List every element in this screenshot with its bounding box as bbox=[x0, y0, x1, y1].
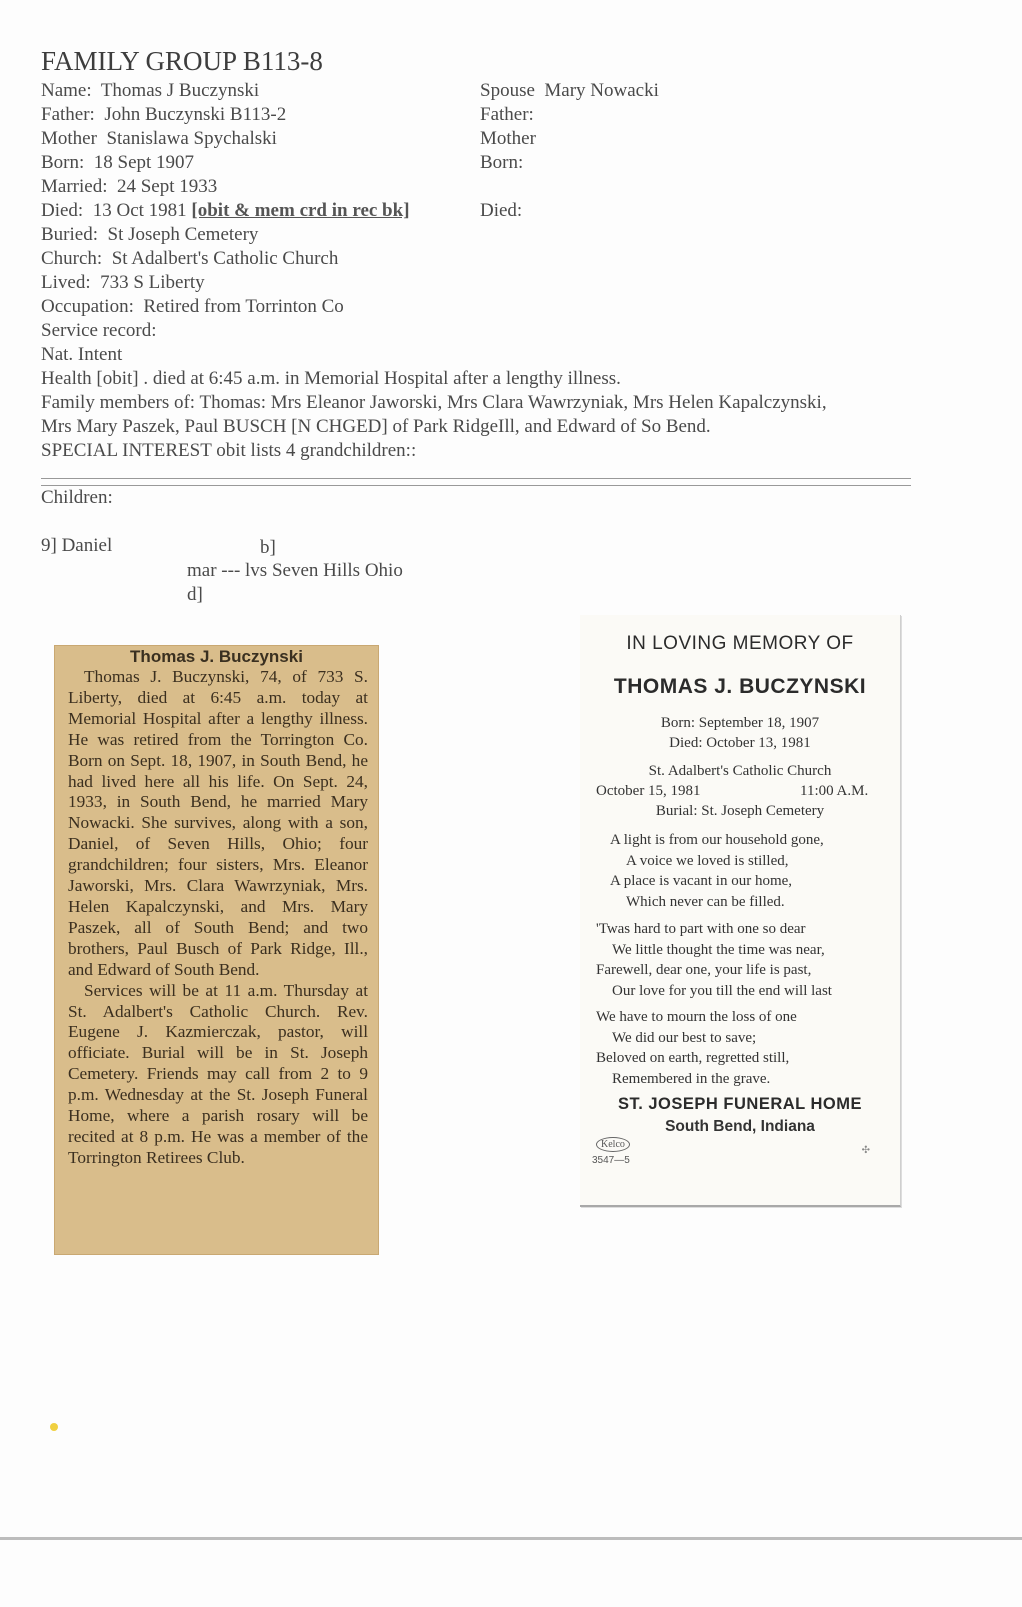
stray-mark-icon bbox=[50, 1423, 58, 1431]
scan-edge-line bbox=[0, 1537, 1022, 1540]
field-label: Service record: bbox=[41, 320, 157, 341]
card-service-time: 11:00 A.M. bbox=[800, 783, 869, 799]
field-value: John Buczynski B113-2 bbox=[104, 104, 287, 125]
name-field bbox=[41, 80, 259, 102]
field-value: St Joseph Cemetery bbox=[107, 224, 259, 245]
service-record-field bbox=[41, 320, 157, 342]
spouse-field bbox=[480, 80, 659, 102]
special-interest-line: SPECIAL INTEREST obit lists 4 grandchildren:: bbox=[41, 440, 417, 461]
field-label: Died: bbox=[480, 200, 523, 221]
poem-line: A light is from our household gone, bbox=[610, 832, 824, 848]
card-church: St. Adalbert's Catholic Church bbox=[648, 763, 832, 779]
obituary-title: Thomas J. Buczynski bbox=[130, 647, 303, 666]
field-value: Thomas J Buczynski bbox=[100, 80, 260, 101]
father-field bbox=[41, 104, 286, 126]
field-label: Father: bbox=[480, 104, 534, 125]
field-label: Occupation: bbox=[41, 296, 134, 317]
card-heading: IN LOVING MEMORY OF bbox=[626, 633, 854, 654]
field-label: Father: bbox=[41, 104, 95, 125]
field-label: Born: bbox=[41, 152, 85, 173]
field-label: Nat. Intent bbox=[41, 344, 123, 365]
field-value: 24 Sept 1933 bbox=[116, 176, 218, 197]
card-code: 3547—5 bbox=[592, 1155, 630, 1166]
field-label: Mother bbox=[480, 128, 536, 149]
children-label: Children: bbox=[41, 487, 113, 508]
poem-line: We have to mourn the loss of one bbox=[596, 1009, 797, 1025]
lived-field bbox=[41, 272, 205, 294]
card-burial: Burial: St. Joseph Cemetery bbox=[655, 803, 825, 819]
memorial-card bbox=[580, 615, 901, 1207]
family-line-2: Mrs Mary Paszek, Paul BUSCH [N CHGED] of Park RidgeIll, and Edward of So Bend. bbox=[41, 416, 711, 437]
buried-field bbox=[41, 224, 258, 246]
record-book-note: [obit & mem crd in rec bk] bbox=[191, 200, 410, 221]
spouse-father-field bbox=[480, 104, 534, 126]
field-label: Married: bbox=[41, 176, 108, 197]
field-value: 18 Sept 1907 bbox=[93, 152, 195, 173]
field-label: Born: bbox=[480, 152, 524, 173]
card-born: Born: September 18, 1907 bbox=[660, 715, 820, 731]
field-label: Lived: bbox=[41, 272, 91, 293]
card-service-date: October 15, 1981 bbox=[596, 783, 701, 799]
field-label: Buried: bbox=[41, 224, 98, 245]
field-label: Died: bbox=[41, 200, 84, 221]
field-value: Stanislawa Spychalski bbox=[106, 128, 277, 149]
obituary-clipping bbox=[54, 645, 379, 1255]
page-title: FAMILY GROUP B113-8 bbox=[41, 46, 323, 76]
spouse-born-field bbox=[480, 152, 523, 174]
child-born: b] bbox=[260, 537, 276, 558]
child-married: mar --- lvs Seven Hills Ohio bbox=[187, 560, 403, 581]
poem-line: Remembered in the grave. bbox=[612, 1070, 771, 1087]
born-field bbox=[41, 152, 194, 174]
poem-stanza-2 bbox=[596, 919, 896, 1001]
poem-line: A place is vacant in our home, bbox=[610, 873, 793, 889]
funeral-home-name: ST. JOSEPH FUNERAL HOME bbox=[617, 1095, 863, 1113]
poem-line: Beloved on earth, regretted still, bbox=[596, 1050, 790, 1066]
field-value: Mary Nowacki bbox=[544, 80, 659, 101]
family-line-1: Family members of: Thomas: Mrs Eleanor Jaworski, Mrs Clara Wawrzyniak, Mrs Helen Kapalczynski, bbox=[41, 392, 827, 413]
obituary-paragraph: Thomas J. Buczynski, 74, of 733 S. Liberty, died at 6:45 a.m. today at Memorial Hospital after a lengthy illness. He was retired from the Torrington Co. Born on Sept. 18, 1907, in South Bend, he had lived here all his life. On Sept. 24, 1933, in South Bend, he married Mary Nowacki. She survives, along with a son, Daniel, of Seven Hills, Ohio; four grandchildren; four sisters, Mrs. Eleanor Jaworski, Mrs. Clara Wawrzyniak, Mrs. Helen Kapalczynski, and Mrs. Mary Paszek, all of South Bend; and two brothers, Paul Busch of Park Ridge, Ill., and Edward of South Bend. bbox=[68, 667, 368, 979]
church-field bbox=[41, 248, 338, 270]
field-value: Retired from Torrinton Co bbox=[143, 296, 344, 317]
field-label: Mother bbox=[41, 128, 97, 149]
spouse-mother-field bbox=[480, 128, 536, 150]
poem-stanza-3 bbox=[596, 1007, 896, 1089]
field-label: Name: bbox=[41, 80, 92, 101]
union-mark-icon: ✣ bbox=[861, 1145, 870, 1156]
died-field bbox=[41, 200, 410, 222]
poem-line: Which never can be filled. bbox=[626, 893, 785, 910]
poem-line: A voice we loved is stilled, bbox=[626, 852, 789, 869]
kelco-logo: Kelco bbox=[596, 1137, 630, 1152]
field-value: 733 S Liberty bbox=[100, 272, 205, 293]
poem-line: Our love for you till the end will last bbox=[612, 982, 832, 999]
field-value: 13 Oct 1981 bbox=[92, 200, 187, 221]
health-line: Health [obit] . died at 6:45 a.m. in Memorial Hospital after a lengthy illness. bbox=[41, 368, 621, 389]
spouse-died-field bbox=[480, 200, 522, 222]
funeral-home-city: South Bend, Indiana bbox=[665, 1118, 815, 1135]
obituary-text bbox=[68, 667, 368, 1169]
poem-line: We did our best to save; bbox=[612, 1029, 757, 1046]
mother-field bbox=[41, 128, 277, 150]
field-label: Spouse bbox=[480, 80, 535, 101]
field-value: St Adalbert's Catholic Church bbox=[111, 248, 339, 269]
occupation-field bbox=[41, 296, 344, 318]
poem-line: Farewell, dear one, your life is past, bbox=[596, 962, 812, 978]
field-label: Church: bbox=[41, 248, 103, 269]
married-field bbox=[41, 176, 217, 198]
nat-intent-field bbox=[41, 344, 122, 366]
poem-line: We little thought the time was near, bbox=[612, 941, 825, 958]
child-name: 9] Daniel bbox=[41, 535, 113, 556]
child-died: d] bbox=[187, 584, 203, 605]
obituary-paragraph: Services will be at 11 a.m. Thursday at St. Adalbert's Catholic Church. Rev. Eugene J. Kazmierczak, pastor, will officiate. Burial will be in St. Joseph Cemetery. Friends may call from 2 to 9 p.m. Wednesday at the St. Joseph Funeral Home, where a parish rosary will be recited at 8 p.m. He was a member of the Torrington Retirees Club. bbox=[68, 980, 368, 1167]
poem-stanza-1 bbox=[610, 830, 890, 912]
card-died: Died: October 13, 1981 bbox=[669, 735, 811, 751]
card-name: THOMAS J. BUCZYNSKI bbox=[613, 675, 867, 698]
double-divider bbox=[41, 478, 911, 486]
poem-line: 'Twas hard to part with one so dear bbox=[596, 921, 806, 937]
